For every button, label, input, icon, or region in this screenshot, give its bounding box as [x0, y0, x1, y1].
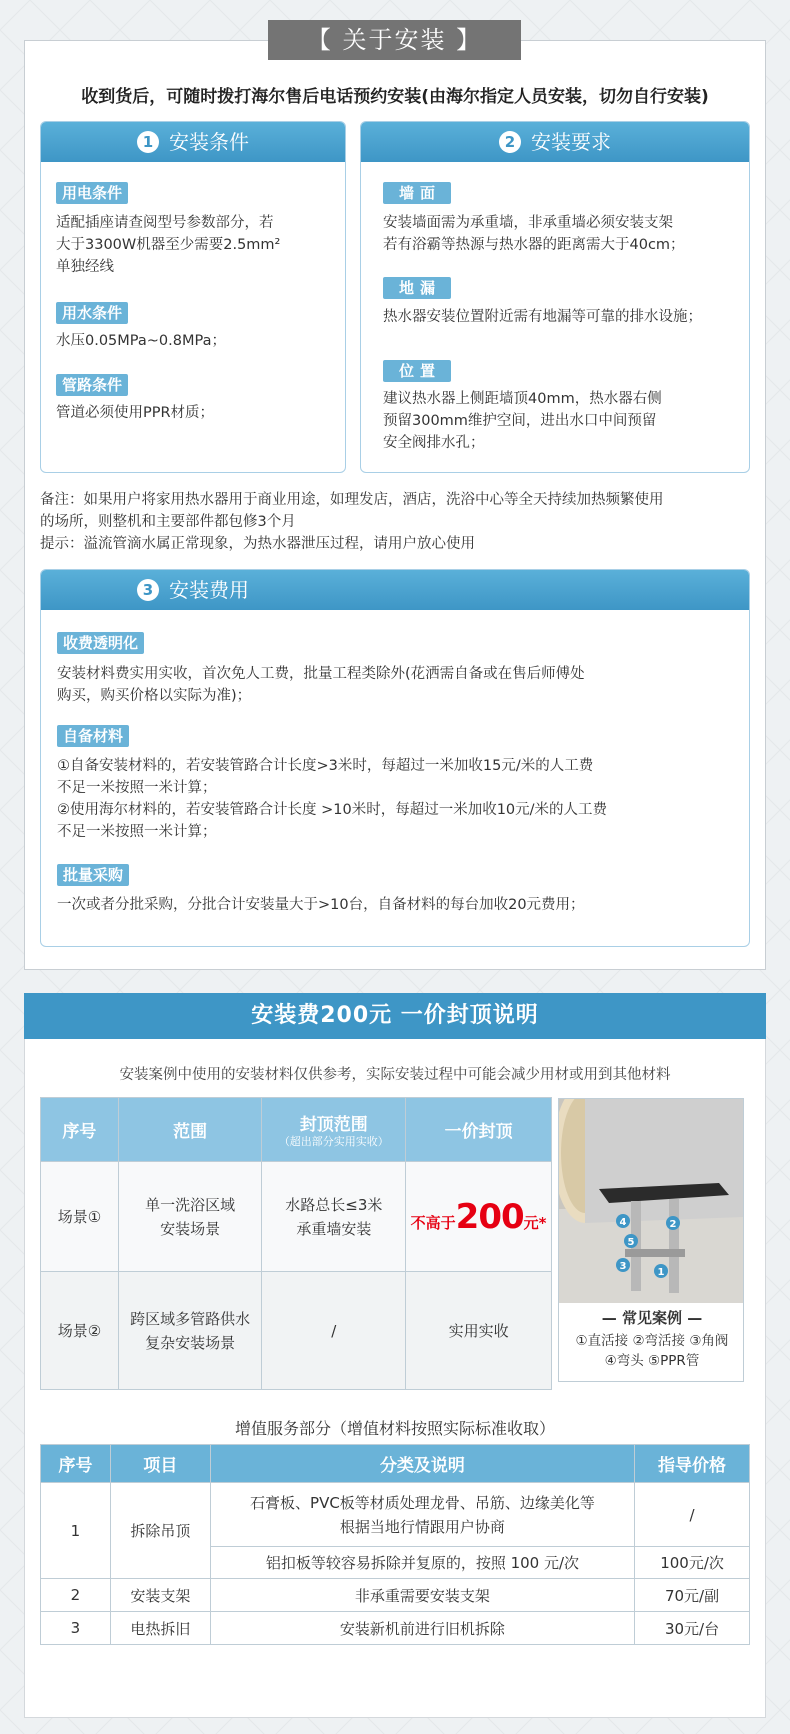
position-requirement-text: 建议热水器上侧距墙顶40mm，热水器右侧 预留300mm维护空间，进出水口中间预留 安全阀排水孔；: [383, 391, 662, 451]
install-conditions-title: 安装条件: [169, 130, 249, 154]
own-material-tag: 自备材料: [57, 725, 129, 747]
col-header-desc: 分类及说明: [210, 1445, 634, 1483]
scene-2-scope: 跨区域多管路供水 复杂安装场景: [118, 1272, 262, 1390]
wall-requirement-tag: 墙面: [383, 182, 451, 204]
water-heater-illustration: [559, 1099, 743, 1303]
service-1-price-b: 100元/次: [635, 1547, 750, 1579]
svg-text:5: 5: [627, 1237, 635, 1248]
power-condition-tag: 用电条件: [56, 182, 128, 204]
scene-2-cap-range: /: [262, 1272, 406, 1390]
service-3-desc: 安装新机前进行旧机拆除: [210, 1612, 634, 1645]
install-conditions-header: [41, 122, 345, 162]
number-badge: 1: [137, 131, 159, 153]
wall-requirement-text: 安装墙面需为承重墙，非承重墙必须安装支架 若有浴霸等热源与热水器的距离需大于40cm；: [383, 215, 685, 253]
price-cap-banner: 安装费200元 一价封顶说明: [24, 993, 766, 1039]
service-1-desc-a: 石膏板、PVC板等材质处理龙骨、吊筋、边缘美化等 根据当地行情跟用户协商: [210, 1483, 634, 1547]
svg-text:3: 3: [619, 1261, 627, 1272]
service-2-desc: 非承重需要安装支架: [210, 1579, 634, 1612]
install-requirements-title: 安装要求: [531, 130, 611, 154]
bulk-purchase-tag: 批量采购: [57, 864, 129, 886]
install-conditions-card: [40, 121, 346, 473]
table-row: [41, 1612, 750, 1645]
col-header-cap-range: 封顶范围 （超出部分实用实收）: [262, 1098, 406, 1162]
scene-1-id: 场景①: [41, 1162, 119, 1272]
transparent-fee-tag: 收费透明化: [57, 632, 144, 654]
install-requirements-card: [360, 121, 750, 473]
table-row: [41, 1162, 552, 1272]
col-header-price: 一价封顶: [406, 1098, 552, 1162]
table-row: [41, 1579, 750, 1612]
service-1-desc-b: 铝扣板等较容易拆除并复原的，按照 100 元/次: [210, 1547, 634, 1579]
install-fees-card: [40, 569, 750, 947]
water-condition-tag: 用水条件: [56, 302, 128, 324]
install-intro: 收到货后，可随时拨打海尔售后电话预约安装(由海尔指定人员安装，切勿自行安装): [81, 87, 709, 107]
remark-note: 备注：如果用户将家用热水器用于商业用途，如理发店，酒店，洗浴中心等全天持续加热频繁使用 的场所，则整机和主要部件都包修3个月: [40, 492, 664, 530]
own-material-text: ①自备安装材料的，若安装管路合计长度>3米时，每超过一米加收15元/米的人工费 不足一米按照一米计算； ②使用海尔材料的，若安装管路合计长度 >10米时，每超过一米加收10元/米的人工费 不足一米按照一米计算；: [57, 758, 608, 840]
price-cap-subnote: 安装案例中使用的安装材料仅供参考，实际安装过程中可能会减少用材或用到其他材料: [119, 1067, 671, 1083]
col-header-item: 项目: [110, 1445, 210, 1483]
service-3-item: 电热拆旧: [110, 1612, 210, 1645]
service-2-item: 安装支架: [110, 1579, 210, 1612]
scene-1-price: 不高于200元*: [406, 1162, 552, 1272]
col-header-scope: 范围: [118, 1098, 262, 1162]
scene-2-id: 场景②: [41, 1272, 119, 1390]
price-cap-table: [40, 1097, 552, 1390]
table-row: [41, 1483, 750, 1547]
service-2-price: 70元/副: [635, 1579, 750, 1612]
number-badge: 3: [137, 579, 159, 601]
pipe-condition-text: 管道必须使用PPR材质；: [56, 405, 215, 421]
svg-text:2: 2: [669, 1219, 677, 1230]
table-row: [41, 1272, 552, 1390]
value-services-title: 增值服务部分（增值材料按照实际标准收取）: [234, 1419, 555, 1438]
drain-requirement-tag: 地漏: [383, 277, 451, 299]
about-install-title: 【 关于安装 】: [268, 20, 521, 60]
install-fees-title: 安装费用: [169, 578, 249, 602]
scene-2-price: 实用实收: [406, 1272, 552, 1390]
service-1-no: 1: [41, 1483, 111, 1579]
pipe-condition-tag: 管路条件: [56, 374, 128, 396]
col-header-no: 序号: [41, 1445, 111, 1483]
common-cases-title: — 常见案例 —: [601, 1309, 703, 1327]
service-3-no: 3: [41, 1612, 111, 1645]
number-badge: 2: [499, 131, 521, 153]
service-2-no: 2: [41, 1579, 111, 1612]
value-services-table: [40, 1444, 750, 1645]
common-cases-list: ①直活接 ②弯活接 ③角阀 ④弯头 ⑤PPR管: [575, 1333, 729, 1369]
water-condition-text: 水压0.05MPa~0.8MPa；: [56, 333, 226, 349]
transparent-fee-text: 安装材料费实用实收，首次免人工费，批量工程类除外(花洒需自备或在售后师傅处 购买，购买价格以实际为准)；: [57, 666, 585, 704]
tip-note: 提示：溢流管滴水属正常现象，为热水器泄压过程，请用户放心使用: [40, 536, 475, 552]
service-1-price-a: /: [635, 1483, 750, 1547]
drain-requirement-text: 热水器安装位置附近需有地漏等可靠的排水设施；: [383, 309, 702, 325]
scene-1-scope: 单一洗浴区域 安装场景: [118, 1162, 262, 1272]
col-header-no: 序号: [41, 1098, 119, 1162]
position-requirement-tag: 位置: [383, 360, 451, 382]
scene-1-cap-range: 水路总长≤3米 承重墙安装: [262, 1162, 406, 1272]
service-3-price: 30元/台: [635, 1612, 750, 1645]
col-header-price: 指导价格: [635, 1445, 750, 1483]
cap-range-subtitle: （超出部分实用实收）: [278, 1135, 389, 1148]
install-fees-header: [41, 570, 749, 610]
install-requirements-header: [361, 122, 749, 162]
bulk-purchase-text: 一次或者分批采购，分批合计安装量大于>10台，自备材料的每台加收20元费用；: [57, 897, 585, 913]
power-condition-text: 适配插座请查阅型号参数部分，若 大于3300W机器至少需要2.5mm² 单独经线: [56, 215, 281, 275]
service-1-item: 拆除吊顶: [110, 1483, 210, 1579]
svg-text:4: 4: [619, 1217, 627, 1228]
svg-text:1: 1: [657, 1267, 665, 1278]
install-example-photo: [558, 1098, 744, 1382]
